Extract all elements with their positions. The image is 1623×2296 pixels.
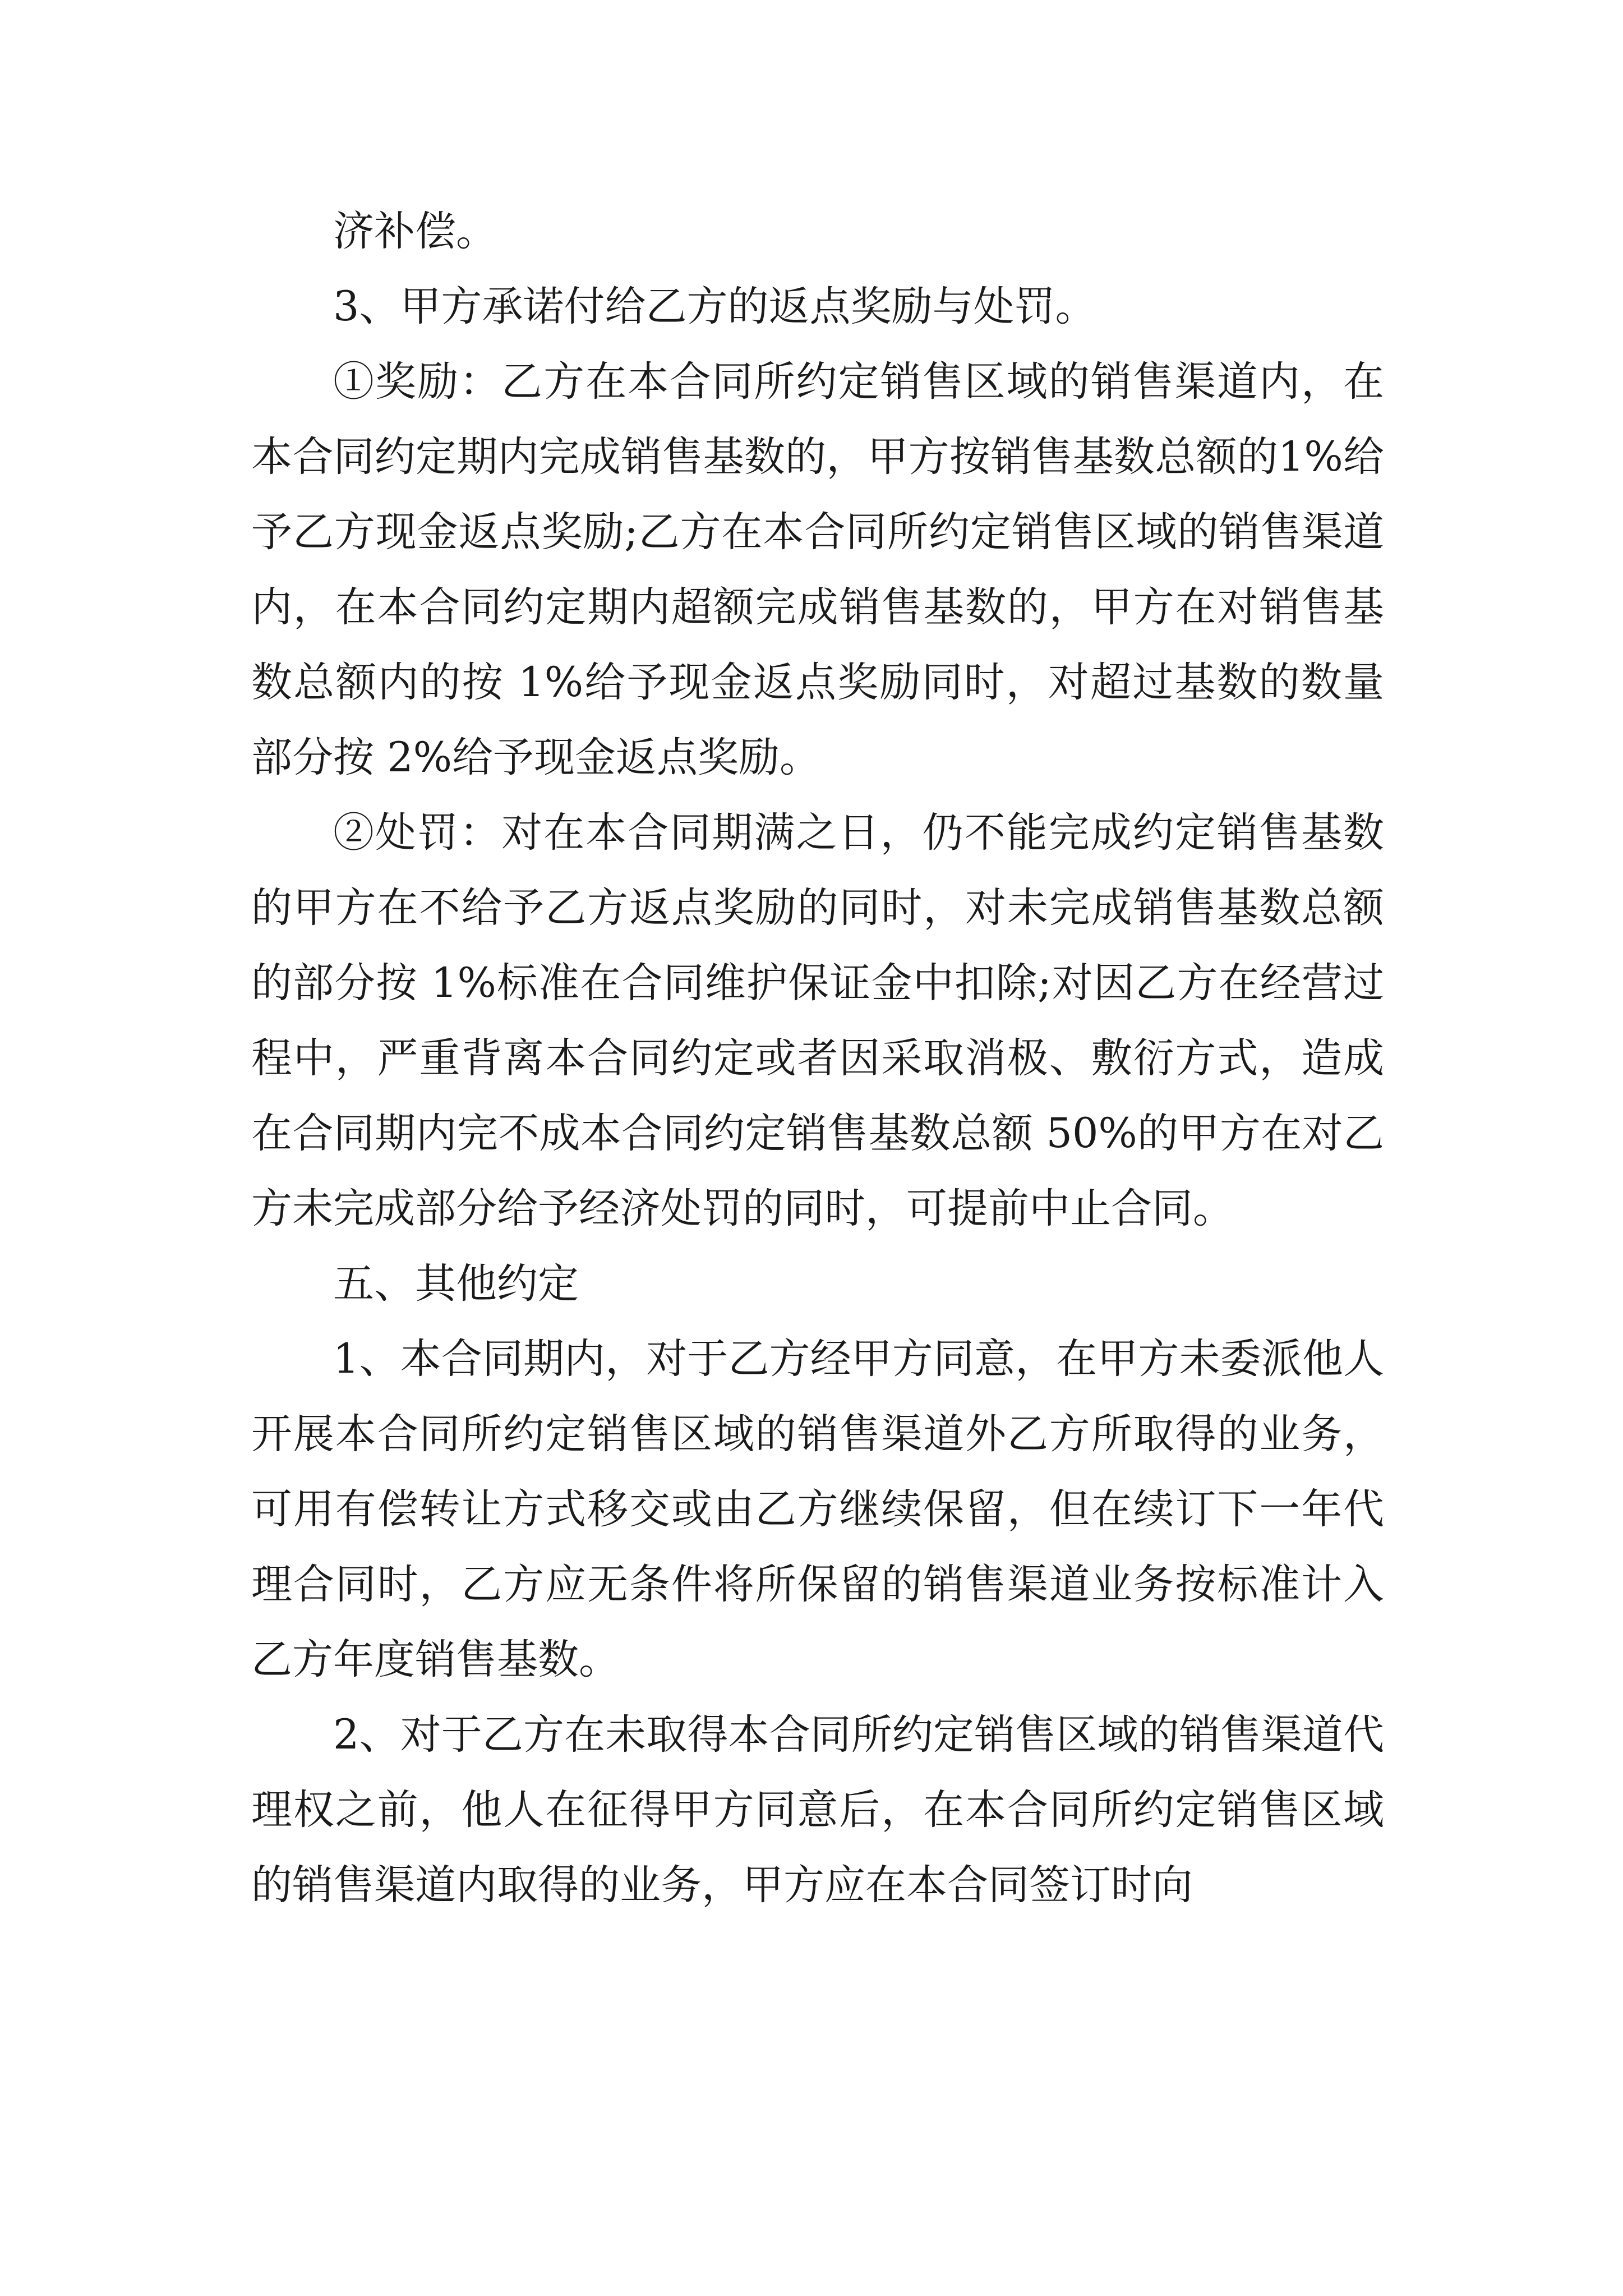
paragraph-other-1: 1、本合同期内，对于乙方经甲方同意，在甲方未委派他人开展本合同所约定销售区域的销售渠道外乙方所取得的业务，可用有偿转让方式移交或由乙方继续保留，但在续订下一年代理合同时，乙方应无条件将所保留的销售渠道业务按标准计入乙方年度销售基数。 bbox=[251, 1335, 1384, 1683]
paragraph-reward: ①奖励：乙方在本合同所约定销售区域的销售渠道内，在本合同约定期内完成销售基数的，甲方按销售基数总额的1%给予乙方现金返点奖励;乙方在本合同所约定销售区域的销售渠道内，在本合同约定期内超额完成销售基数的，甲方在对销售基数总额内的按 1%给予现金返点奖励同时，对超过基数的数量部分按 2%给予现金返点奖励。 bbox=[251, 358, 1384, 781]
paragraph-other-2: 2、对于乙方在未取得本合同所约定销售区域的销售渠道代理权之前，他人在征得甲方同意后，在本合同所约定销售区域的销售渠道内取得的业务，甲方应在本合同签订时向 bbox=[251, 1711, 1384, 1909]
paragraph-continuation: 济补偿。 bbox=[333, 208, 497, 255]
section-heading-other-agreements: 五、其他约定 bbox=[333, 1260, 579, 1308]
document-body bbox=[251, 194, 1384, 1923]
paragraph-penalty: ②处罚：对在本合同期满之日，仍不能完成约定销售基数的甲方在不给予乙方返点奖励的同时，对未完成销售基数总额的部分按 1%标准在合同维护保证金中扣除;对因乙方在经营过程中，严重背离本合同约定或者因采取消极、敷衍方式，造成在合同期内完不成本合同约定销售基数总额 50%的甲方在对乙方未完成部分给予经济处罚的同时，可提前中止合同。 bbox=[251, 809, 1384, 1232]
paragraph-rebate-clause: 3、甲方承诺付给乙方的返点奖励与处罚。 bbox=[333, 283, 1096, 330]
